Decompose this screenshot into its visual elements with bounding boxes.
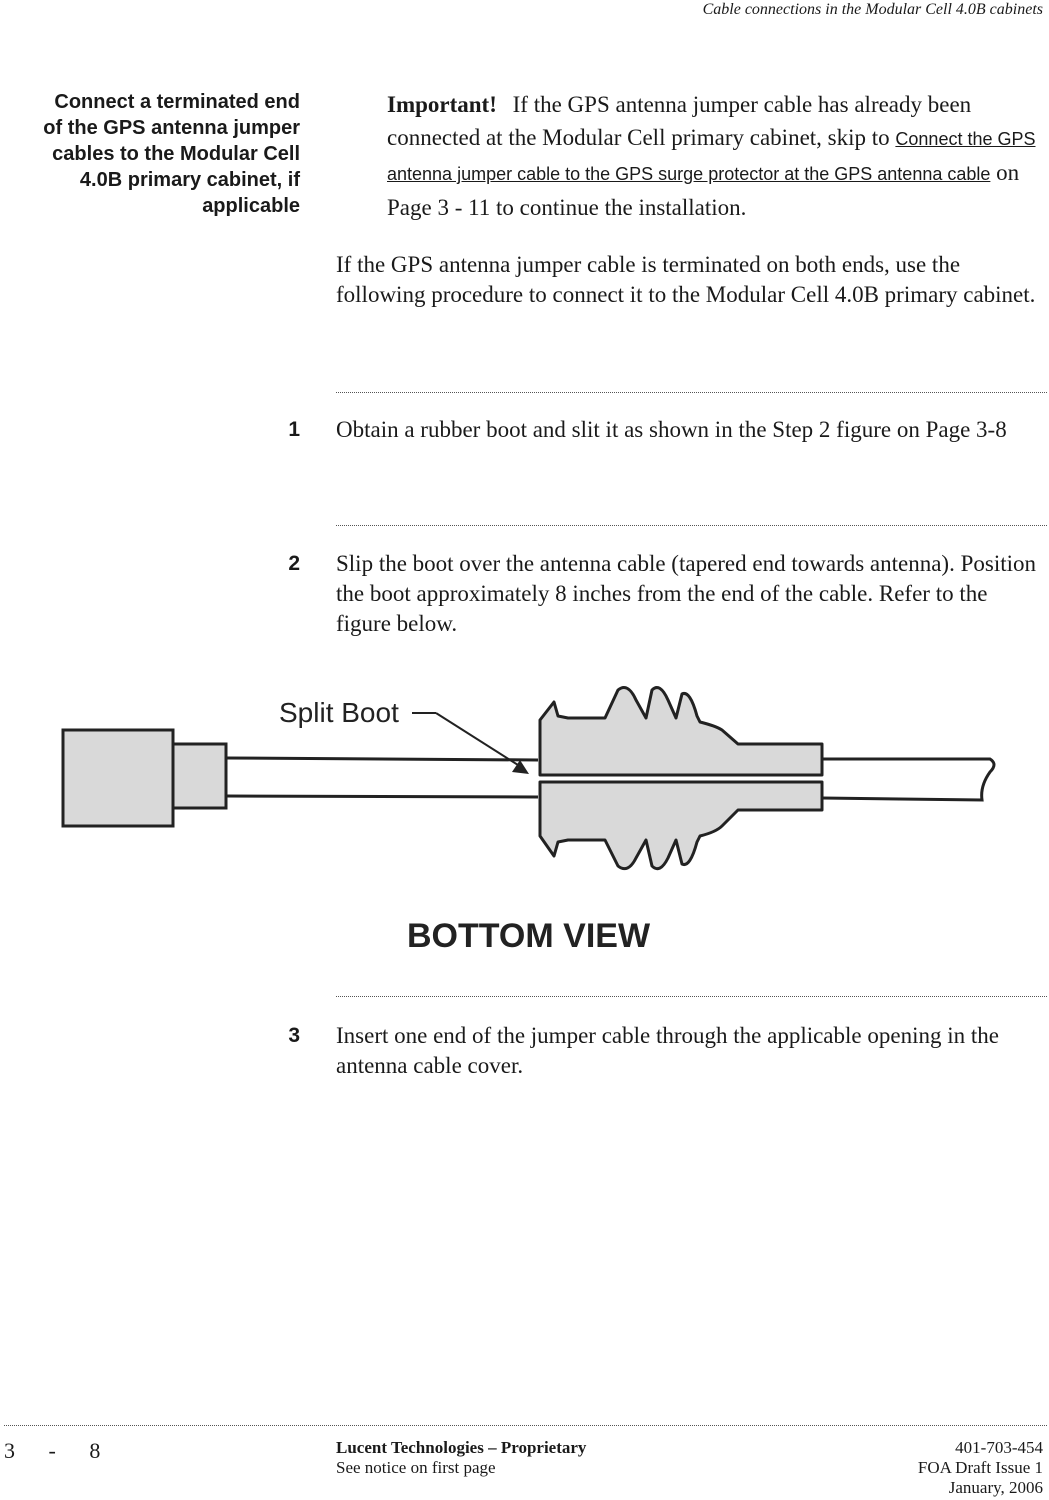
section-heading [0, 89, 300, 219]
page-number: 3 - 8 [4, 1438, 115, 1463]
boot-lower-half [540, 782, 822, 869]
split-boot-figure [0, 660, 1049, 965]
step-divider [336, 392, 1047, 393]
section-heading-line: Connect a terminated end [54, 91, 300, 113]
section-heading-line: applicable [202, 195, 300, 217]
section-heading-line: of the GPS antenna jumper [43, 117, 300, 139]
step-number: 3 [288, 1024, 300, 1047]
cable-right [822, 759, 994, 800]
footer-notice [336, 1438, 586, 1478]
important-label: Important! [387, 92, 497, 117]
footer-divider [4, 1425, 1047, 1426]
step-text: Slip the boot over the antenna cable (tapered end towards antenna). Position the boot approximately 8 inches from the end of the cable. Refer to the figure below. [336, 551, 1037, 636]
step-number: 1 [288, 418, 300, 441]
intro-paragraph: If the GPS antenna jumper cable is terminated on both ends, use the following procedure to connect it to the Modular Cell 4.0B primary cabinet. [336, 252, 1036, 307]
boot-upper-half [540, 688, 822, 775]
cable-left [226, 758, 538, 797]
split-boot-label: Split Boot [279, 697, 399, 728]
footer-notice-text: See notice on first page [336, 1458, 496, 1477]
callout-leader [436, 713, 518, 765]
important-text-after: on Page 3 - 11 to continue the installation. [387, 160, 1020, 220]
doc-number: 401-703-454 [955, 1438, 1043, 1457]
footer-doc-info [918, 1438, 1043, 1498]
section-heading-line: cables to the Modular Cell [52, 143, 300, 165]
step-number: 2 [288, 552, 300, 575]
split-boot-diagram [0, 660, 1049, 960]
step-divider [336, 996, 1047, 997]
important-text-before: If the GPS antenna jumper cable has already been connected at the Modular Cell primary cabinet, skip to [387, 92, 972, 150]
figure-caption: BOTTOM VIEW [407, 917, 651, 955]
running-header: Cable connections in the Modular Cell 4.0B cabinets [702, 1, 1043, 18]
doc-date: January, 2006 [948, 1478, 1043, 1497]
connector-body [63, 730, 173, 826]
section-heading-line: 4.0B primary cabinet, if [79, 169, 300, 191]
cross-reference-link[interactable]: Connect the GPS antenna jumper cable to the GPS surge protector at the GPS antenna cable [387, 129, 1036, 184]
doc-issue: FOA Draft Issue 1 [917, 1458, 1043, 1477]
footer-company: Lucent Technologies – Proprietary [336, 1438, 587, 1457]
important-note [387, 88, 1047, 224]
step-text: Insert one end of the jumper cable through the applicable opening in the antenna cable cover. [336, 1023, 999, 1078]
step-divider [336, 525, 1047, 526]
step-text: Obtain a rubber boot and slit it as shown in the Step 2 figure on Page 3-8 [336, 417, 1007, 442]
connector-nut [173, 744, 226, 808]
